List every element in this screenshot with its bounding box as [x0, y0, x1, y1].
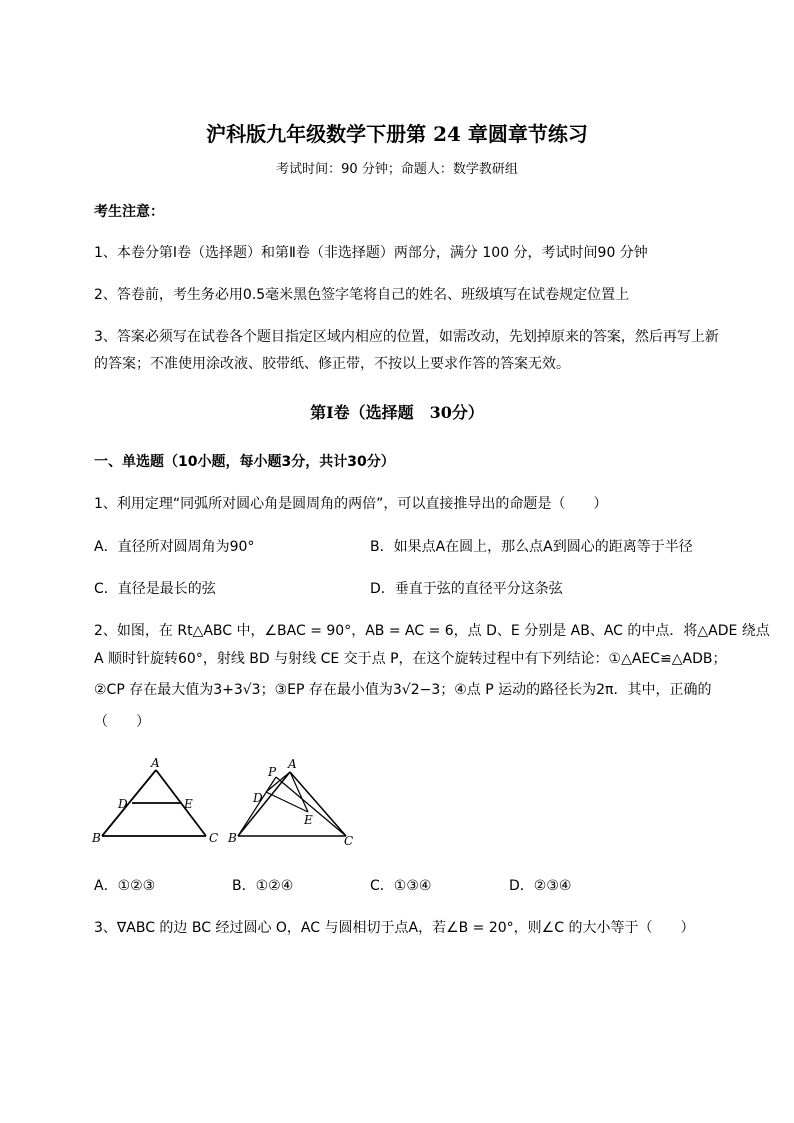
fig1-label-d: D	[118, 797, 128, 811]
q2-option-d: D．②③④	[509, 878, 572, 894]
q2-line-4: （ ）	[94, 714, 150, 730]
q2-line-2: A 顺时针旋转60°，射线 BD 与射线 CE 交于点 P，在这个旋转过程中有下列结论：①△AEC≌△ADB；	[94, 651, 727, 667]
fig2-ray-cp	[276, 777, 346, 836]
notice-item-3-cont: 的答案；不准使用涂改液、胶带纸、修正带，不按以上要求作答的答案无效。	[94, 356, 570, 372]
fig1-label-a: A	[151, 756, 160, 770]
fig2-label-d: D	[253, 791, 263, 805]
fig2-label-e: E	[304, 813, 313, 827]
q2-option-b: B．①②④	[232, 878, 294, 894]
q1-option-d: D．垂直于弦的直径平分这条弦	[370, 581, 563, 597]
fig2-label-c: C	[344, 834, 354, 848]
q2-option-c: C．①③④	[370, 878, 432, 894]
page-title: 沪科版九年级数学下册第 24 章圆章节练习	[206, 122, 588, 146]
fig2-label-a: A	[288, 757, 297, 771]
q2-figure-2	[226, 756, 360, 848]
part-heading: 一、单选题（10小题，每小题3分，共计30分）	[94, 454, 395, 470]
section-title: 第Ⅰ卷（选择题 30分）	[310, 403, 484, 422]
notice-item-2: 2、答卷前，考生务必用0.5毫米黑色签字笔将自己的姓名、班级填写在试卷规定位置上	[94, 287, 630, 303]
q1-option-b: B．如果点A在圆上，那么点A到圆心的距离等于半径	[370, 539, 693, 555]
q2-option-a: A．①②③	[94, 878, 156, 894]
fig2-segment-de	[266, 792, 308, 812]
q2-figure-1	[88, 756, 220, 848]
q2-line-1: 2、如图，在 Rt△ABC 中，∠BAC = 90°，AB = AC = 6，点 D、E 分别是 AB、AC 的中点．将△ADE 绕点	[94, 623, 770, 639]
fig2-ray-bp	[238, 777, 276, 836]
fig2-side-ac	[290, 772, 346, 836]
fig1-label-b: B	[92, 831, 101, 845]
fig1-label-e: E	[184, 797, 193, 811]
fig1-label-c: C	[209, 831, 219, 845]
fig2-segment-ae	[290, 772, 308, 812]
notice-item-3: 3、答案必须写在试卷各个题目指定区域内相应的位置，如需改动，先划掉原来的答案，然后再写上新	[94, 329, 719, 345]
exam-subtitle: 考试时间：90 分钟；命题人：数学教研组	[276, 162, 518, 177]
q1-option-a: A．直径所对圆周角为90°	[94, 539, 255, 555]
q2-line-3: ②CP 存在最大值为3+3√3；③EP 存在最小值为3√2−3；④点 P 运动的路径长为2π．其中，正确的	[94, 682, 712, 698]
fig2-label-b: B	[228, 831, 237, 845]
q3-stem: 3、∇ABC 的边 BC 经过圆心 O，AC 与圆相切于点A，若∠B = 20°，则∠C 的大小等于（ ）	[94, 920, 695, 936]
q1-option-c: C．直径是最长的弦	[94, 581, 216, 597]
notice-heading: 考生注意：	[94, 204, 164, 220]
q1-stem: 1、利用定理“同弧所对圆心角是圆周角的两倍”，可以直接推导出的命题是（ ）	[94, 496, 608, 512]
fig2-label-p: P	[268, 765, 277, 779]
notice-item-1: 1、本卷分第Ⅰ卷（选择题）和第Ⅱ卷（非选择题）两部分，满分 100 分，考试时间90 分钟	[94, 245, 648, 261]
